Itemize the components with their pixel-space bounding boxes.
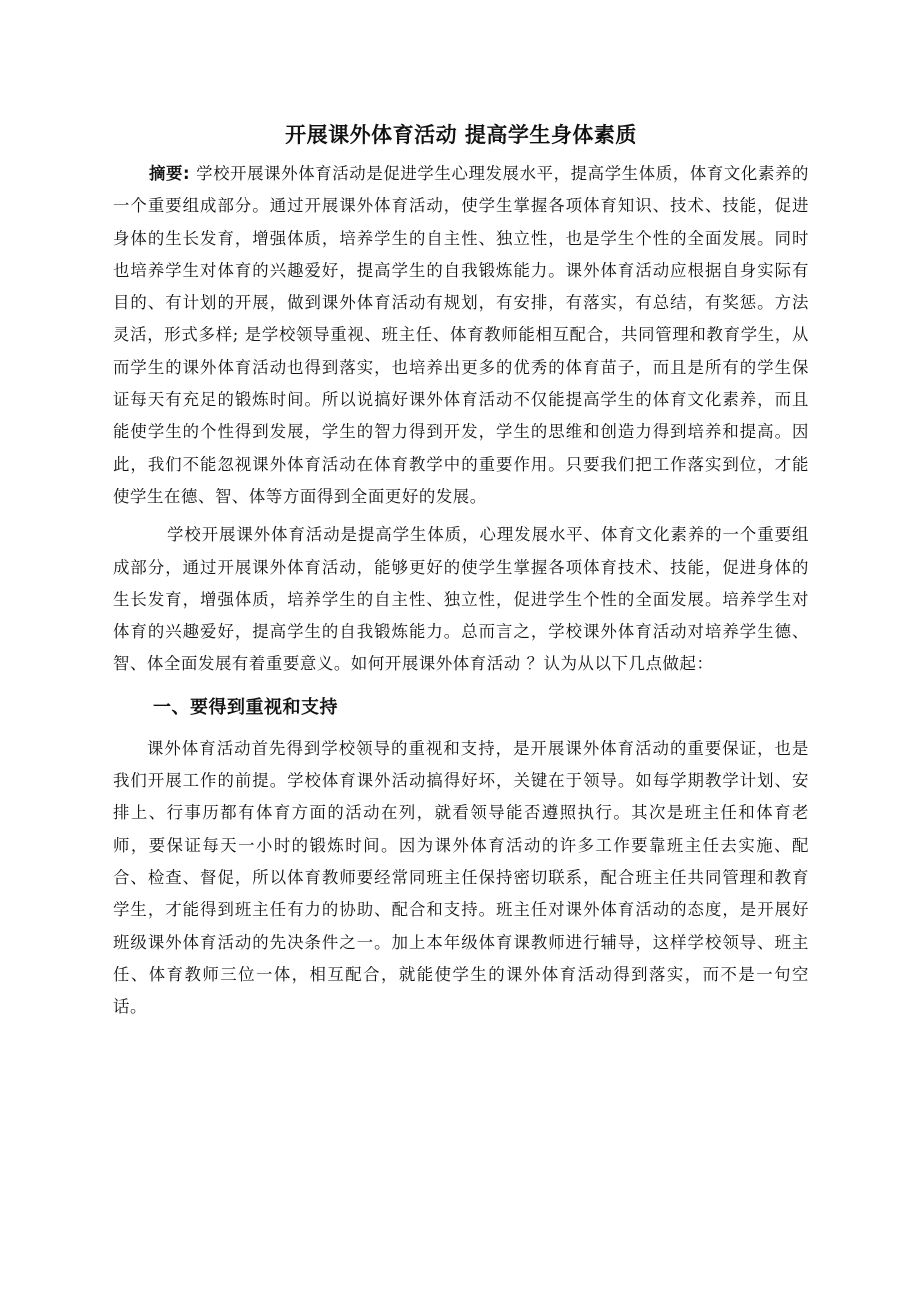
document-title: 开展课外体育活动 提高学生身体素质 [285,123,637,147]
abstract-text: 学校开展课外体育活动是促进学生心理发展水平，提高学生体质，体育文化素养的一个重要组成部分。通过开展课外体育活动，使学生掌握各项体育知识、技术、技能，促进身体的生长发育，增强体质，培养学生的自主性、独立性，也是学生个性的全面发展。同时也培养学生对体育的兴趣爱好，提高学生的自我锻炼能力。课外体育活动应根据自身实际有目的、有计划的开展，做到课外体育活动有规划，有安排，有落实，有总结，有奖惩。方法灵活，形式多样; 是学校领导重视、班主任、体育教师能相互配合，共同管理和教育学生，从而学生的课外体育活动也得到落实，也培养出更多的优秀的体育苗子，而且是所有的学生保证每天有充足的锻炼时间。所以说搞好课外体育活动不仅能提高学生的体育文化素养，而且能使学生的个性得到发展，学生的智力得到开发，学生的思维和创造力得到培养和提高。因此，我们不能忽视课外体育活动在体育教学中的重要作用。只要我们把工作落实到位，才能使学生在德、智、体等方面得到全面更好的发展。 [113,164,809,506]
section-paragraph-1: 课外体育活动首先得到学校领导的重视和支持，是开展课外体育活动的重要保证，也是我们开展工作的前提。学校体育课外活动搞得好坏，关键在于领导。如每学期教学计划、安排上、行事历都有体育方面的活动在列，就看领导能否遵照执行。其次是班主任和体育老师，要保证每天一小时的锻炼时间。因为课外体育活动的许多工作要靠班主任去实施、配合、检查、督促，所以体育教师要经常同班主任保持密切联系，配合班主任共同管理和教育学生，才能得到班主任有力的协助、配合和支持。班主任对课外体育活动的态度，是开展好班级课外体育活动的先决条件之一。加上本年级体育课教师进行辅导，这样学校领导、班主任、体育教师三位一体，相互配合，就能使学生的课外体育活动得到落实，而不是一句空话。 [113,738,809,1017]
intro-paragraph: 学校开展课外体育活动是提高学生体质，心理发展水平、体育文化素养的一个重要组成部分，通过开展课外体育活动，能够更好的使学生掌握各项体育技术、技能，促进身体的生长发育，增强体质，培养学生的自主性、独立性，促进学生个性的全面发展。培养学生对体育的兴趣爱好，提高学生的自我锻炼能力。总而言之，学校课外体育活动对培养学生德、智、体全面发展有着重要意义。如何开展课外体育活动 ？认为从以下几点做起： [113,525,809,674]
section-heading-1: 一、要得到重视和支持 [153,696,338,718]
abstract-paragraph [113,158,809,513]
abstract-label: 摘要: [149,164,191,183]
document-page [113,118,809,1023]
